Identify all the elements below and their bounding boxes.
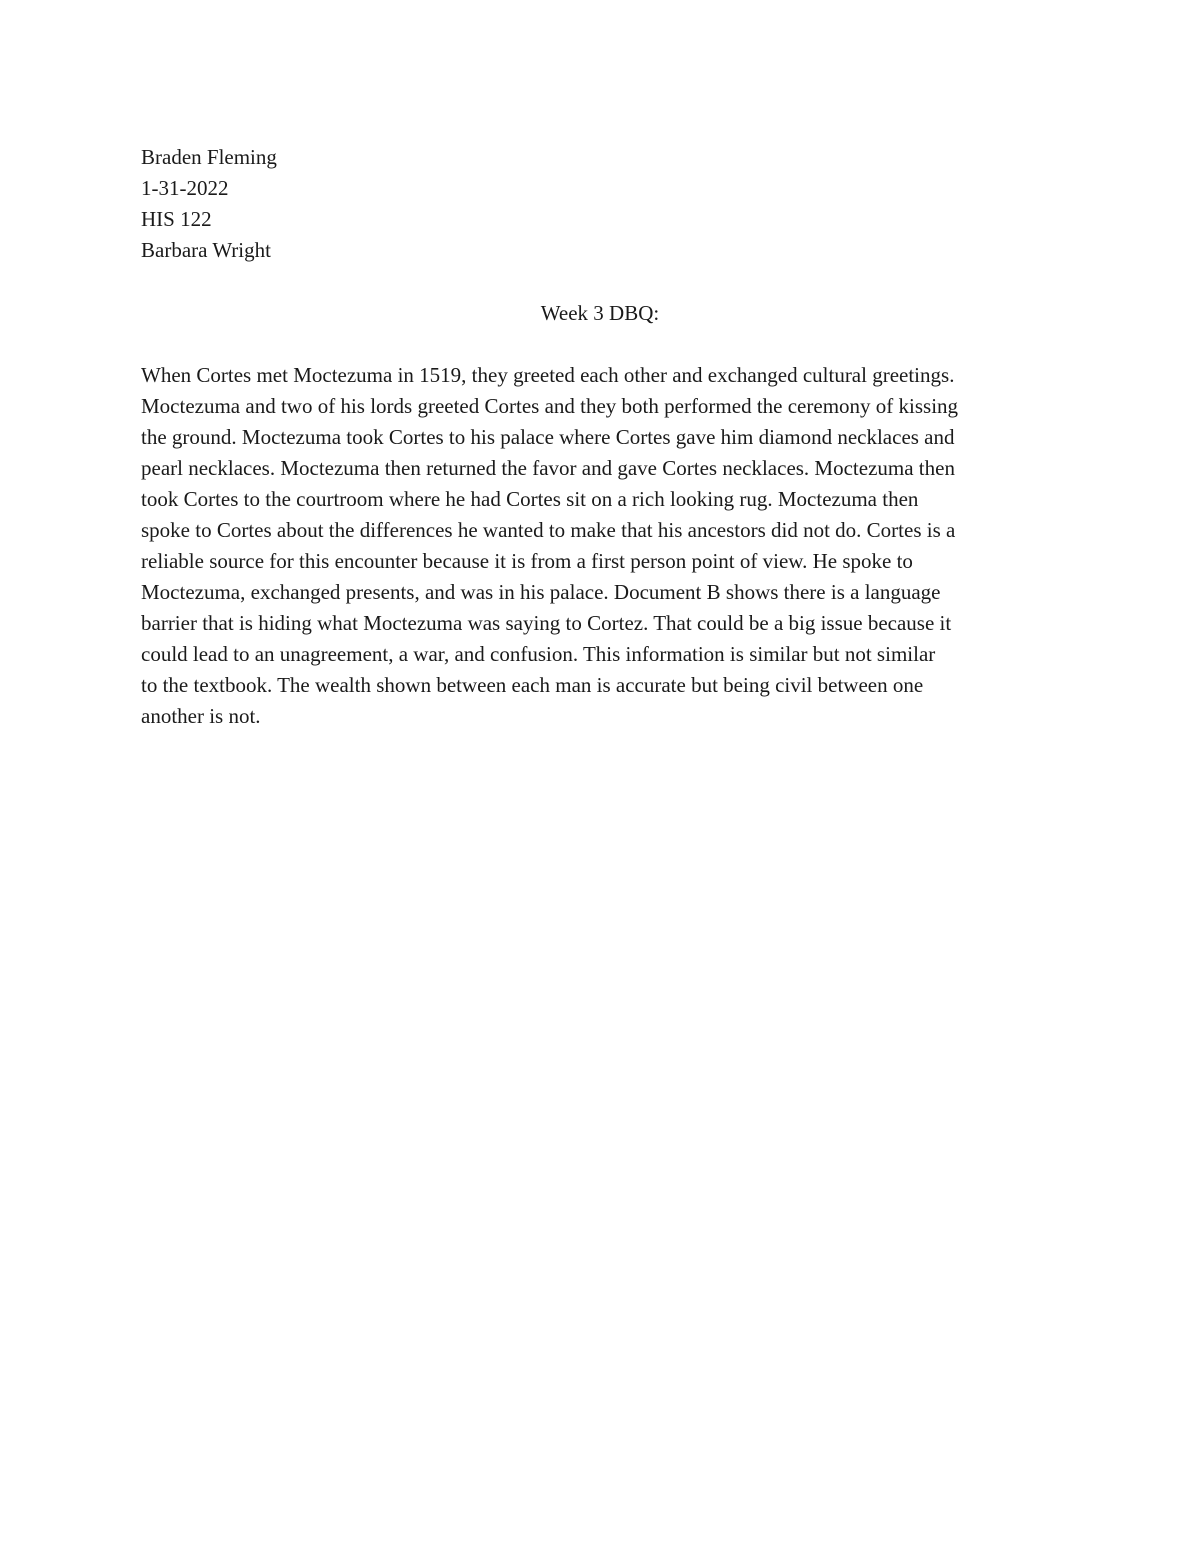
course-code: HIS 122 bbox=[141, 207, 212, 231]
paragraph-line: took Cortes to the courtroom where he had Cortes sit on a rich looking rug. Moctezuma then bbox=[141, 487, 919, 511]
paragraph-line: reliable source for this encounter because it is from a first person point of view. He spoke to bbox=[141, 549, 913, 573]
paragraph-line: the ground. Moctezuma took Cortes to his palace where Cortes gave him diamond necklaces and bbox=[141, 425, 955, 449]
header-block bbox=[141, 142, 277, 266]
paragraph-line: another is not. bbox=[141, 704, 261, 728]
paragraph-line: spoke to Cortes about the differences he wanted to make that his ancestors did not do. Cortes is a bbox=[141, 518, 956, 542]
document-title: Week 3 DBQ: bbox=[540, 301, 660, 325]
paragraph-line: Moctezuma, exchanged presents, and was in his palace. Document B shows there is a language bbox=[141, 580, 941, 604]
paragraph-line: pearl necklaces. Moctezuma then returned the favor and gave Cortes necklaces. Moctezuma then bbox=[141, 456, 955, 480]
paragraph-line: to the textbook. The wealth shown between each man is accurate but being civil between one bbox=[141, 673, 924, 697]
paragraph-line: barrier that is hiding what Moctezuma was saying to Cortez. That could be a big issue because it bbox=[141, 611, 952, 635]
paragraph-line: When Cortes met Moctezuma in 1519, they greeted each other and exchanged cultural greetings. bbox=[141, 363, 955, 387]
paragraph-line: Moctezuma and two of his lords greeted Cortes and they both performed the ceremony of kissing bbox=[141, 394, 959, 418]
document-date: 1-31-2022 bbox=[141, 176, 229, 200]
instructor-name: Barbara Wright bbox=[141, 238, 271, 262]
author-name: Braden Fleming bbox=[141, 145, 277, 169]
paragraph-line: could lead to an unagreement, a war, and confusion. This information is similar but not similar bbox=[141, 642, 936, 666]
body-paragraph bbox=[141, 360, 1081, 732]
